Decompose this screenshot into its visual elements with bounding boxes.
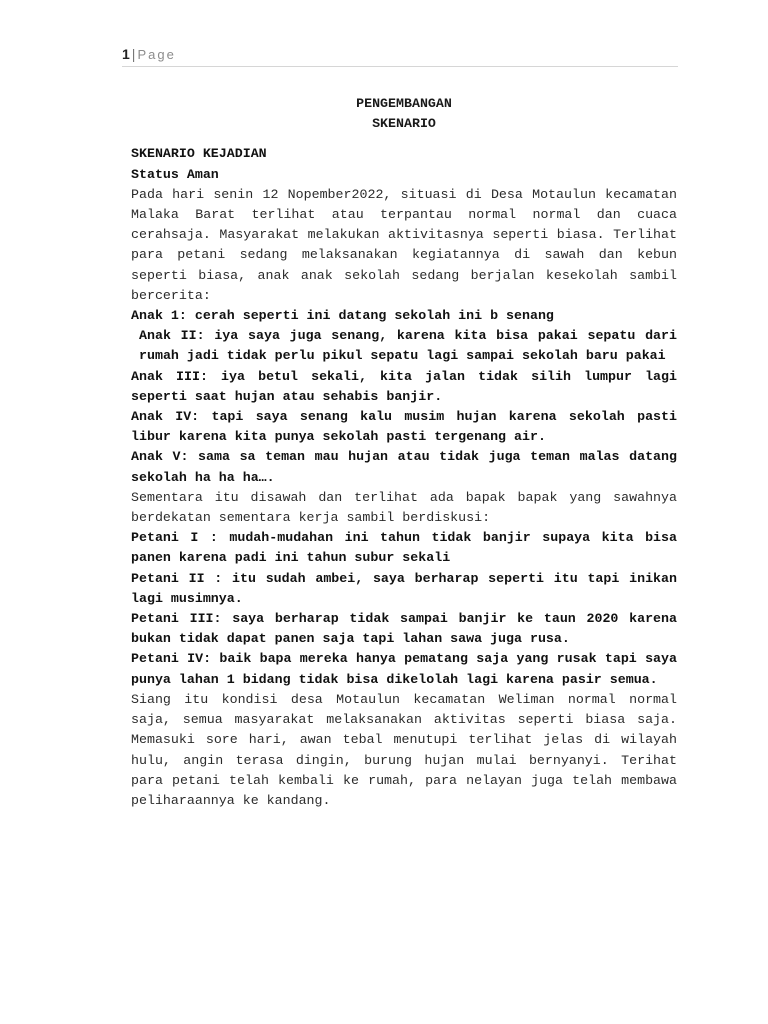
dialogue-anak-1: Anak 1: cerah seperti ini datang sekolah ini b senang: [131, 308, 554, 324]
document-title-line2: SKENARIO: [372, 116, 436, 132]
dialogue-petani-2: Petani II : itu sudah ambei, saya berharap seperti itu tapi inikan lagi musimnya.: [131, 570, 677, 606]
intro-paragraph: Pada hari senin 12 Nopember2022, situasi di Desa Motaulun kecamatan Malaka Barat terlihat atau terpantau normal normal dan cuaca cerahsaja. Masyarakat melakukan aktivitasnya seperti biasa. Terlihat para petani sedang melaksanakan kegiatannya di sawah dan kebun seperti biasa, anak anak sekolah sedang berjalan kesekolah sambil bercerita:: [131, 186, 677, 303]
spacer: [131, 134, 677, 144]
dialogue-petani-3: Petani III: saya berharap tidak sampai banjir ke taun 2020 karena bukan tidak dapat panen saja tapi lahan sawa juga rusa.: [131, 611, 677, 647]
dialogue-petani-1: Petani I : mudah-mudahan ini tahun tidak banjir supaya kita bisa panen karena padi ini tahun subur sekali: [131, 530, 677, 566]
closing-paragraph: Siang itu kondisi desa Motaulun kecamatan Weliman normal normal saja, semua masyarakat melaksanakan aktivitas seperti biasa saja. Memasuki sore hari, awan tebal menutupi terlihat jelas di wilayah hulu, angin terasa dingin, burung hujan mulai bernyanyi. Terihat para petani telah kembali ke rumah, para nelayan juga telah membawa peliharaannya ke kandang.: [131, 691, 677, 808]
dialogue-anak-4: Anak IV: tapi saya senang kalu musim hujan karena sekolah pasti libur karena kita punya sekolah pasti tergenang air.: [131, 409, 677, 445]
transition-paragraph: Sementara itu disawah dan terlihat ada bapak bapak yang sawahnya berdekatan sementara kerja sambil berdiskusi:: [131, 489, 677, 526]
document-title-line1: PENGEMBANGAN: [356, 96, 452, 111]
dialogue-anak-3: Anak III: iya betul sekali, kita jalan tidak silih lumpur lagi seperti saat hujan atau sehabis banjir.: [131, 368, 677, 404]
page-label: Page: [137, 47, 176, 62]
dialogue-anak-5: Anak V: sama sa teman mau hujan atau tidak juga teman malas datang sekolah ha ha ha….: [131, 449, 677, 485]
dialogue-anak-2: Anak II: iya saya juga senang, karena kita bisa pakai sepatu dari rumah jadi tidak perlu pikul sepatu lagi sampai sekolah baru pakai: [139, 328, 677, 364]
page-separator: |: [131, 46, 136, 62]
section-heading: SKENARIO KEJADIAN: [131, 146, 267, 162]
dialogue-petani-4: Petani IV: baik bapa mereka hanya pematang saja yang rusak tapi saya punya lahan 1 bidang tidak bisa dikelolah lagi karena pasir semua.: [131, 651, 677, 687]
status-heading: Status Aman: [131, 166, 219, 182]
page-header: [122, 44, 678, 67]
document-content: [131, 94, 677, 811]
page-number: 1: [122, 46, 130, 62]
